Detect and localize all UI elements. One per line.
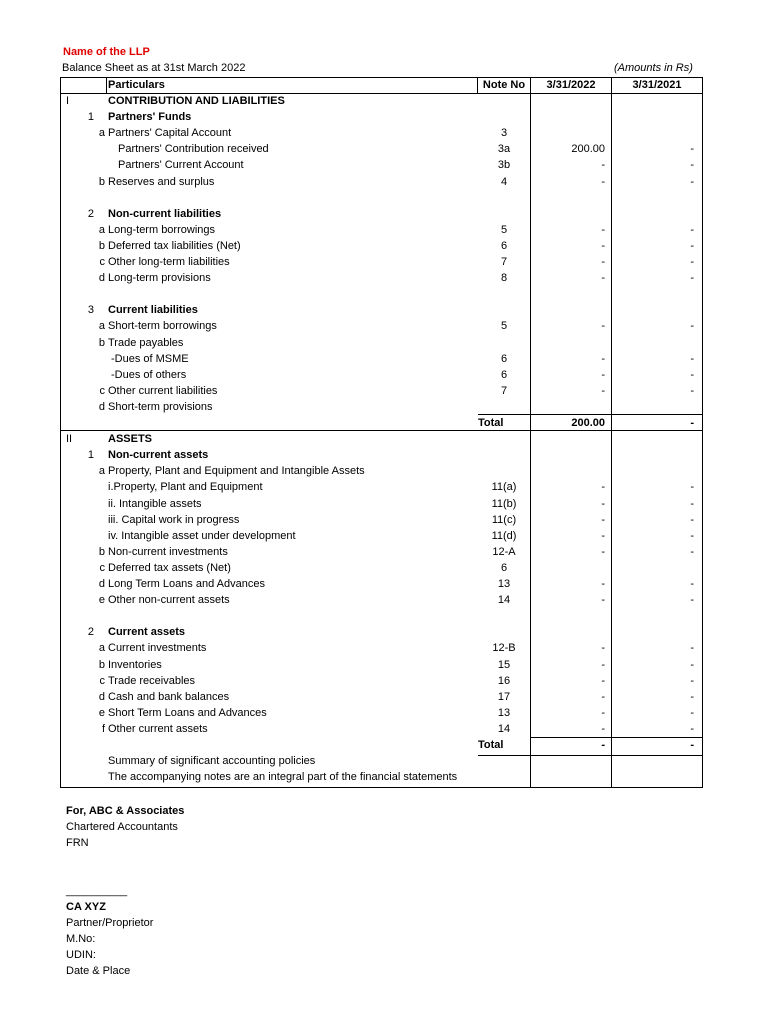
row-item-letter: c — [99, 256, 105, 268]
row-particulars: Long-term borrowings — [108, 223, 215, 236]
col-header-year2: 3/31/2021 — [632, 79, 682, 91]
row-particulars: Long-term provisions — [108, 272, 211, 285]
row-value-year2: - — [690, 722, 694, 735]
row-value-year1: - — [601, 545, 605, 558]
row-item-letter: c — [99, 561, 105, 574]
row-value-year2: - — [690, 352, 694, 365]
table-row — [0, 479, 768, 495]
row-particulars: CONTRIBUTION AND LIABILITIES — [108, 95, 285, 107]
table-row — [0, 174, 768, 190]
row-particulars: Cash and bank balances — [108, 690, 230, 703]
row-value-year1: - — [601, 739, 605, 751]
row-value-year1: - — [601, 642, 605, 655]
table-row — [0, 270, 768, 286]
row-particulars: Trade payables — [108, 336, 184, 349]
table-row — [0, 769, 768, 785]
row-note-no: 12-A — [492, 545, 516, 558]
row-note-no: 11(c) — [491, 513, 517, 526]
table-row — [0, 399, 768, 415]
row-value-year1: - — [601, 722, 605, 735]
row-value-year2: - — [690, 481, 694, 494]
table-row — [0, 592, 768, 608]
row-item-letter: d — [98, 272, 105, 285]
row-section-number: 1 — [87, 111, 94, 124]
table-row — [0, 544, 768, 560]
row-note-no: 3 — [500, 127, 508, 140]
row-item-letter: e — [98, 594, 105, 607]
row-particulars: Partners' Funds — [108, 111, 192, 124]
row-item-letter: a — [98, 642, 105, 655]
row-note-no: 4 — [500, 175, 508, 188]
table-row — [0, 157, 768, 173]
row-note-no: 5 — [500, 223, 508, 236]
row-note-no: 11(b) — [491, 497, 517, 510]
row-value-year2: - — [690, 545, 694, 558]
row-note-no: 3b — [497, 159, 511, 172]
row-item-letter: e — [98, 706, 105, 719]
row-note-no: 6 — [500, 368, 508, 381]
row-note-no: 17 — [497, 690, 511, 703]
row-particulars: ii. Intangible assets — [108, 497, 202, 510]
row-particulars: Long Term Loans and Advances — [108, 578, 265, 590]
row-particulars: Current assets — [108, 626, 186, 639]
row-value-year1: - — [601, 352, 605, 365]
row-particulars: Partners' Contribution received — [118, 143, 269, 156]
row-value-year1: - — [601, 513, 605, 526]
row-item-letter: c — [99, 384, 105, 397]
row-item-letter: b — [98, 239, 105, 252]
table-row — [0, 705, 768, 721]
col-header-note-no: Note No — [482, 79, 526, 91]
row-particulars: Deferred tax liabilities (Net) — [108, 239, 241, 252]
table-row — [0, 93, 768, 109]
table-row — [0, 109, 768, 125]
row-particulars: Short-term borrowings — [108, 320, 217, 333]
row-roman-numeral: I — [66, 95, 70, 107]
row-note-no: 6 — [500, 352, 508, 365]
row-note-no: Total — [478, 417, 504, 429]
row-particulars: Partners' Current Account — [118, 159, 244, 172]
row-value-year2: - — [690, 578, 694, 590]
row-particulars: -Dues of others — [111, 368, 187, 381]
table-row — [0, 367, 768, 383]
row-note-no: 3a — [497, 143, 511, 156]
row-note-no: 6 — [500, 239, 508, 252]
row-value-year2: - — [690, 658, 694, 671]
row-value-year1: 200.00 — [571, 143, 605, 156]
row-item-letter: b — [98, 336, 105, 349]
signature-line: __________ — [66, 885, 128, 897]
row-item-letter: b — [98, 545, 105, 558]
table-row — [0, 608, 768, 624]
row-particulars: iv. Intangible asset under development — [108, 529, 296, 542]
row-value-year1: - — [601, 223, 605, 236]
table-row — [0, 302, 768, 318]
frn-label: FRN — [66, 837, 89, 849]
table-row — [0, 657, 768, 673]
row-value-year2: - — [690, 674, 694, 687]
row-particulars: Other current liabilities — [108, 384, 218, 397]
row-value-year1: 200.00 — [571, 417, 605, 429]
row-value-year1: - — [601, 706, 605, 719]
row-value-year1: - — [601, 368, 605, 381]
row-item-letter: d — [98, 400, 105, 413]
table-row — [0, 689, 768, 705]
row-value-year2: - — [690, 529, 694, 542]
table-row — [0, 415, 768, 431]
table-row — [0, 512, 768, 528]
amounts-note: (Amounts in Rs) — [614, 62, 693, 74]
row-item-letter: a — [98, 320, 105, 333]
row-particulars: The accompanying notes are an integral part of the financial statements — [108, 771, 458, 784]
row-value-year2: - — [690, 143, 694, 156]
table-row — [0, 576, 768, 592]
row-value-year2: - — [690, 384, 694, 397]
firm-designation: Chartered Accountants — [66, 821, 178, 833]
row-note-no: 11(d) — [491, 529, 517, 542]
table-row — [0, 238, 768, 254]
llp-name: Name of the LLP — [63, 46, 150, 58]
table-row — [0, 318, 768, 334]
row-particulars: Current investments — [108, 642, 207, 655]
table-row — [0, 254, 768, 270]
row-particulars: Non-current liabilities — [108, 207, 222, 220]
row-value-year2: - — [690, 223, 694, 236]
table-row — [0, 737, 768, 753]
row-note-no: 15 — [497, 658, 511, 671]
table-row — [0, 624, 768, 640]
signatory-role: Partner/Proprietor — [66, 917, 154, 929]
row-item-letter: a — [98, 223, 105, 236]
table-row — [0, 125, 768, 141]
table-bottom-border — [60, 787, 702, 788]
row-value-year1: - — [601, 384, 605, 397]
sheet-subtitle: Balance Sheet as at 31st March 2022 — [62, 62, 246, 74]
row-value-year1: - — [601, 320, 605, 333]
row-particulars: Other current assets — [108, 722, 208, 735]
row-note-no: 13 — [497, 706, 511, 719]
row-value-year1: - — [601, 529, 605, 542]
row-value-year1: - — [601, 481, 605, 494]
row-item-letter: c — [99, 674, 105, 687]
table-row — [0, 721, 768, 737]
row-particulars: Reserves and surplus — [108, 175, 215, 188]
row-note-no: 8 — [500, 272, 508, 285]
table-row — [0, 141, 768, 157]
row-particulars: ASSETS — [108, 433, 153, 446]
row-note-no: 13 — [497, 578, 511, 590]
table-row — [0, 496, 768, 512]
row-section-number: 2 — [87, 207, 94, 220]
row-particulars: Summary of significant accounting policies — [108, 755, 316, 768]
membership-no: M.No: — [66, 933, 96, 945]
row-value-year1: - — [601, 497, 605, 510]
row-value-year2: - — [690, 368, 694, 381]
row-value-year1: - — [601, 690, 605, 703]
row-value-year2: - — [690, 706, 694, 719]
row-particulars: Non-current assets — [108, 449, 209, 462]
row-particulars: Short Term Loans and Advances — [108, 706, 267, 719]
row-item-letter: f — [101, 722, 105, 735]
table-row — [0, 190, 768, 206]
table-row — [0, 673, 768, 689]
row-particulars: Non-current investments — [108, 545, 228, 558]
row-item-letter: d — [98, 690, 105, 703]
row-item-letter: a — [98, 465, 105, 478]
table-row — [0, 560, 768, 576]
row-value-year2: - — [690, 239, 694, 252]
row-particulars: Trade receivables — [108, 674, 196, 687]
row-section-number: 2 — [87, 626, 94, 639]
row-item-letter: a — [98, 127, 105, 140]
table-row — [0, 335, 768, 351]
row-value-year1: - — [601, 658, 605, 671]
date-place: Date & Place — [66, 965, 131, 977]
row-note-no: 12-B — [492, 642, 516, 655]
row-particulars: i.Property, Plant and Equipment — [108, 481, 263, 494]
row-value-year2: - — [690, 175, 694, 188]
row-value-year2: - — [690, 256, 694, 268]
row-value-year1: - — [601, 578, 605, 590]
row-value-year1: - — [601, 674, 605, 687]
table-row — [0, 640, 768, 656]
row-section-number: 3 — [87, 304, 94, 317]
row-value-year1: - — [601, 272, 605, 285]
row-particulars: Property, Plant and Equipment and Intangible Assets — [108, 465, 365, 478]
row-value-year1: - — [601, 594, 605, 607]
row-section-number: 1 — [87, 449, 94, 462]
row-note-no: 6 — [500, 561, 508, 574]
table-row — [0, 383, 768, 399]
col-divider-particulars — [106, 77, 107, 93]
firm-name: For, ABC & Associates — [66, 805, 185, 817]
row-value-year2: - — [690, 272, 694, 285]
table-row — [0, 206, 768, 222]
row-note-no: 7 — [500, 256, 508, 268]
row-note-no: 11(a) — [491, 481, 517, 494]
row-value-year2: - — [690, 690, 694, 703]
table-row — [0, 528, 768, 544]
table-row — [0, 447, 768, 463]
row-roman-numeral: II — [66, 433, 73, 446]
row-particulars: iii. Capital work in progress — [108, 513, 240, 526]
row-item-letter: b — [98, 175, 105, 188]
row-item-letter: d — [98, 578, 105, 590]
row-particulars: Partners' Capital Account — [108, 127, 232, 140]
row-particulars: Other non-current assets — [108, 594, 230, 607]
udin-label: UDIN: — [66, 949, 96, 961]
row-particulars: Inventories — [108, 658, 162, 671]
row-value-year2: - — [690, 320, 694, 333]
table-row — [0, 463, 768, 479]
row-value-year2: - — [690, 159, 694, 172]
row-value-year2: - — [690, 513, 694, 526]
row-note-no: 5 — [500, 320, 508, 333]
row-note-no: 14 — [497, 594, 511, 607]
row-particulars: Short-term provisions — [108, 400, 213, 413]
col-header-particulars: Particulars — [108, 79, 165, 91]
table-row — [0, 431, 768, 447]
row-value-year1: - — [601, 159, 605, 172]
row-note-no: 14 — [497, 722, 511, 735]
row-note-no: 16 — [497, 674, 511, 687]
row-note-no: Total — [478, 739, 504, 751]
row-particulars: -Dues of MSME — [111, 352, 189, 365]
row-value-year2: - — [690, 739, 694, 751]
row-value-year2: - — [690, 417, 694, 429]
row-value-year2: - — [690, 642, 694, 655]
table-row — [0, 351, 768, 367]
signatory-name: CA XYZ — [66, 901, 106, 913]
row-value-year2: - — [690, 497, 694, 510]
row-item-letter: b — [98, 658, 105, 671]
row-value-year1: - — [601, 256, 605, 268]
table-row — [0, 222, 768, 238]
row-particulars: Other long-term liabilities — [108, 256, 230, 268]
row-particulars: Current liabilities — [108, 304, 198, 317]
table-row — [0, 753, 768, 769]
row-value-year2: - — [690, 594, 694, 607]
row-value-year1: - — [601, 175, 605, 188]
col-header-year1: 3/31/2022 — [546, 79, 596, 91]
row-note-no: 7 — [500, 384, 508, 397]
row-particulars: Deferred tax assets (Net) — [108, 561, 231, 574]
row-value-year1: - — [601, 239, 605, 252]
table-row — [0, 286, 768, 302]
